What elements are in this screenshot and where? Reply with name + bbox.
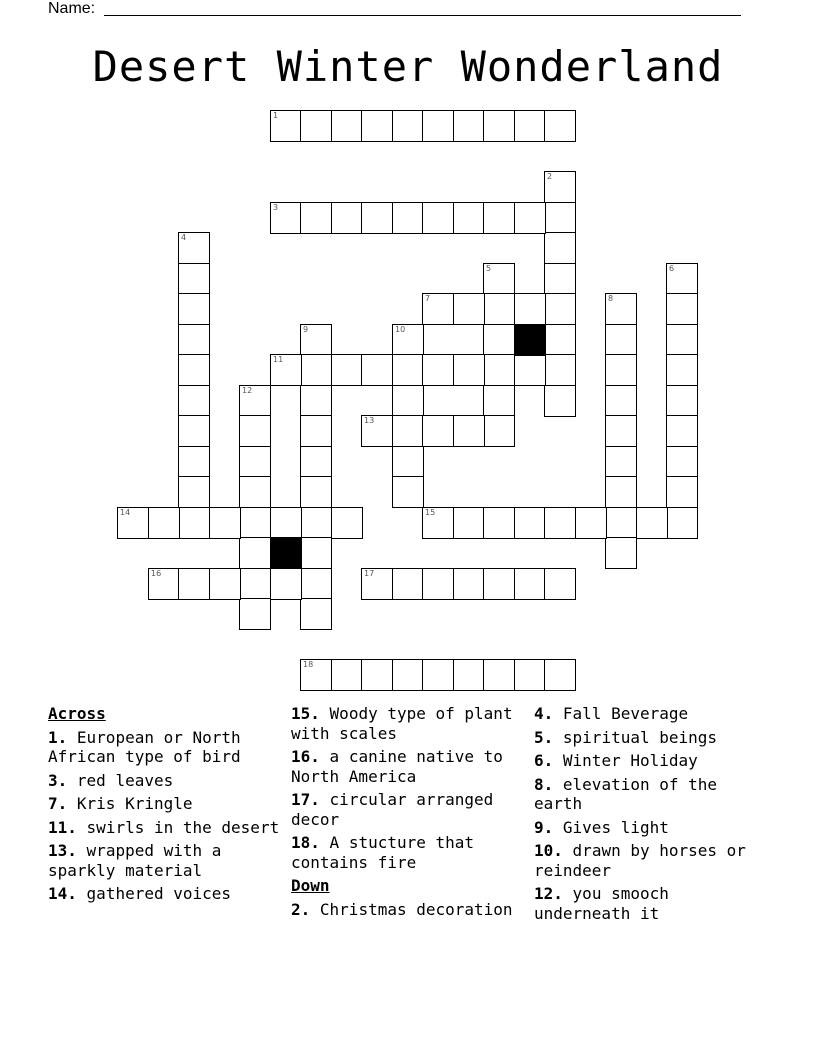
grid-cell[interactable] [483, 324, 515, 356]
grid-cell[interactable] [392, 476, 424, 508]
grid-cell[interactable] [331, 354, 363, 386]
grid-cell[interactable] [666, 415, 698, 447]
grid-cell[interactable] [453, 354, 485, 386]
grid-cell[interactable] [392, 385, 424, 417]
grid-cell[interactable] [209, 568, 241, 600]
clue-across-7: 7. Kris Kringle [48, 794, 193, 813]
down-heading: Down [291, 876, 330, 895]
grid-cell[interactable] [117, 507, 149, 539]
grid-cell[interactable] [544, 202, 576, 234]
clue-number: 10 [395, 325, 406, 334]
grid-cell[interactable] [392, 324, 424, 356]
clue-number: 6 [669, 264, 675, 273]
grid-cell[interactable] [239, 476, 271, 508]
grid-cell[interactable] [239, 568, 271, 600]
clue-down-4: 4. Fall Beverage [534, 704, 689, 723]
grid-cell[interactable] [178, 293, 210, 325]
grid-cell[interactable] [239, 537, 271, 569]
grid-cell[interactable] [422, 202, 454, 234]
grid-cell[interactable] [178, 507, 210, 539]
grid-cell[interactable] [544, 232, 576, 264]
grid-cell[interactable] [300, 568, 332, 600]
clue-across-11: 11. swirls in the desert [48, 817, 280, 837]
clue-across-14: 14. gathered voices [48, 884, 232, 903]
grid-cell[interactable] [514, 507, 546, 539]
grid-cell[interactable] [605, 507, 637, 539]
grid-cell[interactable] [544, 293, 576, 325]
grid-cell[interactable] [422, 354, 454, 386]
grid-cell[interactable] [666, 293, 698, 325]
grid-cell[interactable] [392, 659, 424, 691]
clue-down-12: 12. you smooch underneath it [534, 884, 669, 923]
across-heading: Across [48, 704, 106, 723]
grid-cell[interactable] [270, 202, 302, 234]
grid-cell[interactable] [605, 293, 637, 325]
grid-cell[interactable] [666, 354, 698, 386]
clue-across-17: 17. circular arranged decor [291, 790, 494, 829]
clue-down-2: 2. Christmas decoration [291, 899, 513, 919]
black-cell [270, 537, 302, 569]
grid-cell[interactable] [422, 568, 454, 600]
clue-number: 2 [547, 172, 553, 181]
grid-cell[interactable] [453, 202, 485, 234]
clue-number: 13 [364, 416, 375, 425]
clue-down-9: 9. Gives light [534, 817, 669, 837]
clues-column-3 [534, 704, 774, 923]
grid-cell[interactable] [178, 385, 210, 417]
grid-cell[interactable] [544, 507, 576, 539]
grid-cell[interactable] [666, 324, 698, 356]
clue-across-13: 13. wrapped with a sparkly material [48, 841, 222, 880]
grid-cell[interactable] [239, 415, 271, 447]
grid-cell[interactable] [544, 568, 576, 600]
grid-cell[interactable] [666, 446, 698, 478]
grid-cell[interactable] [178, 354, 210, 386]
clue-number: 3 [273, 203, 279, 212]
grid-cell[interactable] [514, 110, 546, 142]
black-cell [514, 324, 546, 356]
grid-cell[interactable] [544, 110, 576, 142]
grid-cell[interactable] [148, 568, 180, 600]
grid-cell[interactable] [239, 446, 271, 478]
grid-cell[interactable] [239, 507, 271, 539]
clue-number: 8 [608, 294, 614, 303]
grid-cell[interactable] [544, 385, 576, 417]
clue-across-3: 3. red leaves [48, 770, 174, 790]
clue-number: 5 [486, 264, 492, 273]
grid-cell[interactable] [514, 659, 546, 691]
grid-cell[interactable] [300, 354, 332, 386]
grid-cell[interactable] [544, 659, 576, 691]
grid-cell[interactable] [636, 507, 668, 539]
grid-cell[interactable] [605, 385, 637, 417]
grid-cell[interactable] [483, 293, 515, 325]
grid-cell[interactable] [300, 598, 332, 630]
clue-number: 15 [425, 508, 436, 517]
grid-cell[interactable] [178, 263, 210, 295]
grid-cell[interactable] [178, 232, 210, 264]
grid-cell[interactable] [453, 568, 485, 600]
grid-cell[interactable] [209, 507, 241, 539]
grid-cell[interactable] [422, 110, 454, 142]
grid-cell[interactable] [331, 202, 363, 234]
grid-cell[interactable] [453, 293, 485, 325]
grid-cell[interactable] [270, 568, 302, 600]
grid-cell[interactable] [300, 324, 332, 356]
grid-cell[interactable] [392, 568, 424, 600]
grid-cell[interactable] [605, 415, 637, 447]
grid-cell[interactable] [666, 263, 698, 295]
clue-number: 12 [242, 386, 253, 395]
clues-column-1 [48, 704, 284, 904]
grid-cell[interactable] [422, 293, 454, 325]
grid-cell[interactable] [422, 507, 454, 539]
clue-across-18: 18. A stucture that contains fire [291, 833, 475, 872]
grid-cell[interactable] [331, 110, 363, 142]
grid-cell[interactable] [331, 507, 363, 539]
grid-cell[interactable] [361, 202, 393, 234]
grid-cell[interactable] [392, 354, 424, 386]
clue-number: 18 [303, 660, 314, 669]
grid-cell[interactable] [575, 507, 607, 539]
clue-number: 11 [273, 355, 284, 364]
grid-cell[interactable] [239, 598, 271, 630]
grid-cell[interactable] [300, 110, 332, 142]
grid-cell[interactable] [300, 385, 332, 417]
clue-across-1: 1. European or North African type of bird [48, 727, 241, 766]
grid-cell[interactable] [514, 568, 546, 600]
grid-cell[interactable] [361, 659, 393, 691]
grid-cell[interactable] [666, 385, 698, 417]
grid-cell[interactable] [544, 324, 576, 356]
grid-cell[interactable] [239, 385, 271, 417]
grid-cell[interactable] [605, 537, 637, 569]
puzzle-title: Desert Winter Wonderland [92, 42, 724, 91]
grid-cell[interactable] [514, 354, 546, 386]
grid-cell[interactable] [178, 324, 210, 356]
grid-cell[interactable] [483, 110, 515, 142]
grid-cell[interactable] [361, 110, 393, 142]
grid-cell[interactable] [544, 263, 576, 295]
grid-cell[interactable] [483, 659, 515, 691]
grid-cell[interactable] [483, 385, 515, 417]
grid-cell[interactable] [270, 110, 302, 142]
clue-number: 4 [181, 233, 187, 242]
grid-cell[interactable] [392, 415, 424, 447]
grid-cell[interactable] [270, 354, 302, 386]
grid-cell[interactable] [544, 171, 576, 203]
grid-cell[interactable] [453, 507, 485, 539]
grid-cell[interactable] [178, 476, 210, 508]
grid-cell[interactable] [514, 202, 546, 234]
grid-cell[interactable] [605, 446, 637, 478]
clues-column-2 [291, 704, 527, 919]
grid-cell[interactable] [666, 476, 698, 508]
grid-cell[interactable] [392, 446, 424, 478]
clue-number: 1 [273, 111, 279, 120]
grid-cell[interactable] [605, 324, 637, 356]
grid-cell[interactable] [300, 659, 332, 691]
grid-cell[interactable] [483, 568, 515, 600]
clue-across-15: 15. Woody type of plant with scales [291, 704, 513, 743]
grid-cell[interactable] [453, 659, 485, 691]
grid-cell[interactable] [361, 415, 393, 447]
clue-number: 17 [364, 569, 375, 578]
grid-cell[interactable] [270, 507, 302, 539]
grid-cell[interactable] [483, 507, 515, 539]
clue-number: 14 [120, 508, 131, 517]
clue-down-8: 8. elevation of the earth [534, 774, 718, 813]
grid-cell[interactable] [514, 293, 546, 325]
grid-cell[interactable] [178, 446, 210, 478]
grid-cell[interactable] [361, 568, 393, 600]
grid-cell[interactable] [605, 476, 637, 508]
grid-cell[interactable] [453, 110, 485, 142]
grid-cell[interactable] [392, 202, 424, 234]
grid-cell[interactable] [331, 659, 363, 691]
grid-cell[interactable] [392, 110, 424, 142]
clue-down-10: 10. drawn by horses or reindeer [534, 841, 746, 880]
grid-cell[interactable] [361, 354, 393, 386]
grid-cell[interactable] [300, 202, 332, 234]
clue-down-5: 5. spiritual beings [534, 727, 718, 747]
grid-cell[interactable] [422, 415, 454, 447]
grid-cell[interactable] [483, 263, 515, 295]
grid-cell[interactable] [178, 415, 210, 447]
name-label: Name: [48, 0, 96, 17]
grid-cell[interactable] [300, 415, 332, 447]
grid-cell[interactable] [300, 507, 332, 539]
grid-cell[interactable] [483, 354, 515, 386]
grid-cell[interactable] [483, 415, 515, 447]
clue-number: 16 [151, 569, 162, 578]
grid-cell[interactable] [300, 476, 332, 508]
grid-cell[interactable] [544, 354, 576, 386]
clue-down-6: 6. Winter Holiday [534, 751, 698, 770]
grid-cell[interactable] [300, 537, 332, 569]
grid-cell[interactable] [483, 202, 515, 234]
clue-number: 7 [425, 294, 431, 303]
grid-cell[interactable] [453, 415, 485, 447]
grid-cell[interactable] [605, 354, 637, 386]
clue-across-16: 16. a canine native to North America [291, 747, 503, 786]
grid-cell[interactable] [148, 507, 180, 539]
grid-cell[interactable] [666, 507, 698, 539]
clue-number: 9 [303, 325, 309, 334]
grid-cell[interactable] [300, 446, 332, 478]
grid-cell[interactable] [178, 568, 210, 600]
grid-cell[interactable] [422, 659, 454, 691]
